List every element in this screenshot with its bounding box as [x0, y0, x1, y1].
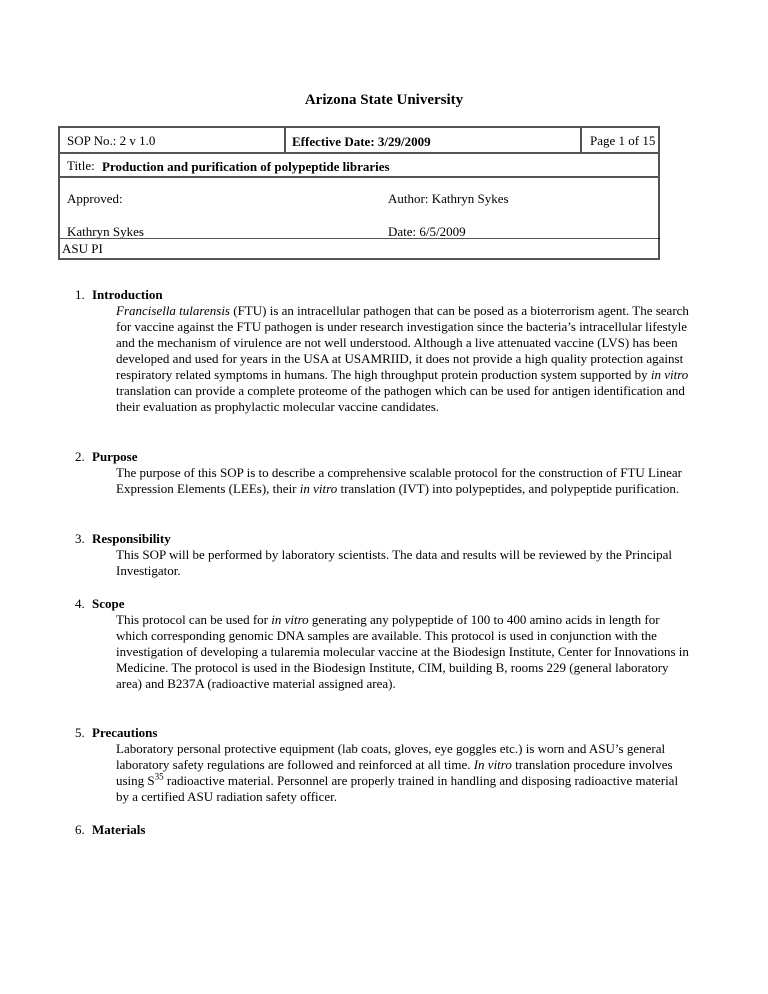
header-row-title: [60, 152, 658, 178]
section-number: 3.: [75, 531, 85, 546]
header-row-sop: [60, 128, 658, 154]
section-body: [116, 612, 694, 692]
paragraph-text-run: In vitro: [473, 757, 512, 772]
section-heading: Purpose: [92, 449, 138, 464]
section-number: 1.: [75, 287, 85, 302]
paragraph-text-run: in vitro: [271, 612, 309, 627]
title-label: Title:: [67, 158, 95, 173]
paragraph-text-run: translation (IVT) into polypeptides, and polypeptide purification.: [337, 481, 680, 496]
header-divider: [60, 238, 658, 239]
section-number: 6.: [75, 822, 85, 837]
paragraph-text-run: in vitro: [299, 481, 338, 496]
section-heading: Responsibility: [92, 531, 171, 546]
paragraph-text-run: radioactive material. Personnel are properly trained in handling and disposing radioactive material by a certified ASU radiation safety officer.: [116, 773, 679, 804]
section-number: 2.: [75, 449, 85, 464]
approver-name: Kathryn Sykes: [67, 224, 144, 239]
section-body: [116, 741, 694, 805]
paragraph-text-run: Laboratory personal protective equipment (lab coats, gloves, eye goggles etc.) is worn and ASU’s general laboratory safety regulations are followed and reinforced at all time.: [116, 741, 666, 772]
organization-title: Arizona State University: [304, 92, 464, 108]
approved-label: Approved:: [67, 191, 123, 206]
paragraph-text-run: This SOP will be performed by laboratory scientists. The data and results will be reviewed by the Principal Investigator.: [116, 547, 672, 578]
paragraph-text-run: (FTU) is an intracellular pathogen that can be posed as a bioterrorism agent. The search for vaccine against the FTU pathogen is under research investigation since the bacteria’s intracellular lifestyle and the mechanism of virulence are not well understood. Although a live attenuated vaccine (LVS) has been developed and used for years in the USA at USAMRIID, it does not provide a high quality protection against respiratory related symptoms in humans. The high throughput protein production system supported by: [116, 303, 689, 382]
section-number: 5.: [75, 725, 85, 740]
paragraph-text-run: translation procedure involves using S: [116, 757, 673, 788]
paragraph-text-run: Francisella tularensis: [116, 303, 230, 318]
paragraph-text-run: This protocol can be used for: [116, 612, 272, 627]
section-heading: Precautions: [92, 725, 158, 740]
page-indicator: Page 1 of 15: [590, 133, 656, 148]
section-heading: Scope: [92, 596, 125, 611]
document-title: Production and purification of polypeptide libraries: [102, 159, 390, 174]
paragraph-text-run: translation can provide a complete proteome of the pathogen which can be used for antigen identification and their evaluation as prophylactic molecular vaccine candidates.: [116, 383, 685, 414]
section-body: [116, 465, 694, 497]
section-body: [116, 303, 694, 415]
effective-date: Effective Date: 3/29/2009: [292, 134, 431, 149]
approver-role: ASU PI: [62, 241, 103, 256]
sop-number: SOP No.: 2 v 1.0: [67, 133, 156, 148]
effective-date-cell: [284, 128, 582, 152]
date-label: Date:: [388, 224, 417, 239]
paragraph-text-run: generating any polypeptide of 100 to 400 amino acids in length for which corresponding genomic DNA samples are available. This protocol is used in conjunction with the investigation of developing a tularemia molecular vaccine at the Biodesign Institute, Center for Innovations in Medicine. The protocol is used in the Biodesign Institute, CIM, building B, rooms 229 (general laboratory area) and B237A (radioactive material assigned area).: [116, 612, 689, 691]
section-number: 4.: [75, 596, 85, 611]
section-heading: Materials: [92, 822, 146, 837]
paragraph-text-run: The purpose of this SOP is to describe a comprehensive scalable protocol for the construction of FTU Linear Expression Elements (LEEs), their: [116, 465, 682, 496]
author-field: Author: Kathryn Sykes: [388, 191, 509, 206]
paragraph-text-run: in vitro: [650, 367, 689, 382]
date-value: 6/5/2009: [419, 224, 466, 239]
section-heading: Introduction: [92, 287, 163, 302]
section-body: [116, 547, 694, 579]
sop-header-box: [58, 126, 660, 260]
paragraph-text-run: 35: [154, 771, 164, 782]
